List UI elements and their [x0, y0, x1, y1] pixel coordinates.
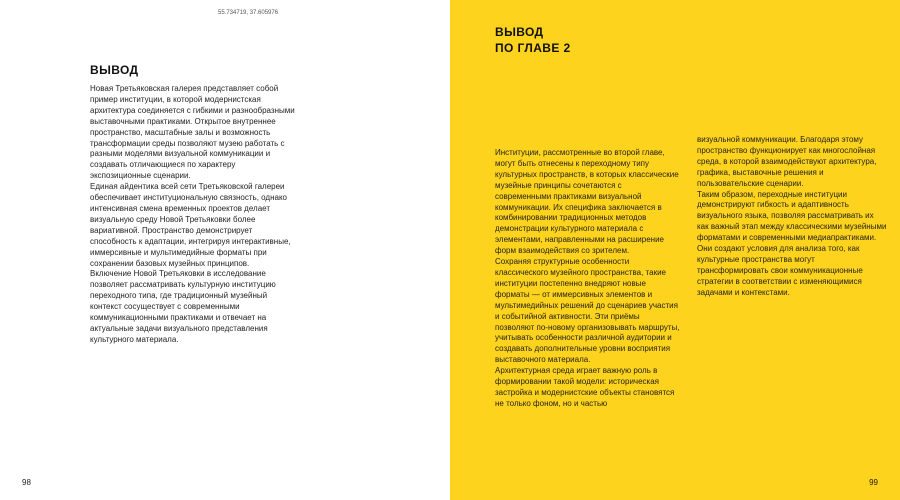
coordinates-label: 55.734719, 37.605976: [218, 10, 279, 16]
paragraph: Сохраняя структурные особенности классического музейного пространства, такие институции постепенно внедряют новые форматы — от иммерсивных элементов и мультимедийных решений до сценариев участия и событийной активности. Эти приёмы позволяют по-новому организовывать маршруты, учитывать особенности различной аудитории и создавать дополнительные уровни восприятия выставочного материала.: [495, 257, 680, 365]
paragraph: визуальной коммуникации. Благодаря этому пространство функционирует как многослойная среда, в которой взаимодействуют архитектура, графика, выставочные решения и пользовательские сценарии.: [697, 135, 877, 188]
right-column-1: [495, 148, 680, 410]
paragraph: Новая Третьяковская галерея представляет собой пример институции, в которой модернистская архитектура соединяется с гибкими и разнообразными выставочными практиками. Открытое внутреннее пространство, масштабные залы и возможность трансформации среды позволяют музею работать с разными моделями визуальной коммуникации и создавать отличающиеся по характеру экспозиционные сценарии.: [90, 84, 295, 181]
right-column-2: [697, 135, 887, 299]
paragraph: Архитектурная среда играет важную роль в формировании такой модели: историческая застройка и модернистские объекты становятся не только фоном, но и частью: [495, 366, 675, 408]
section-heading: ВЫВОД: [90, 63, 139, 77]
heading-line-1: ВЫВОД: [495, 25, 544, 39]
paragraph: Институции, рассмотренные во второй главе, могут быть отнесены к переходному типу культурных пространств, в которых классические музейные принципы сочетаются с современными практиками визуальной коммуникации. Их специфика заключается в комбинировании традиционных методов демонстрации культурного материала с элементами, направленными на расширение форм взаимодействия со зрителем.: [495, 148, 679, 256]
left-body-text: [90, 84, 295, 346]
page-number-right: 99: [869, 478, 878, 487]
paragraph: Единая айдентика всей сети Третьяковской галереи обеспечивает институциональную связность, однако интенсивная смена временных проектов делает визуальную среду Новой Третьяковки более вариативной. Пространство демонстрирует способность к адаптации, интегрируя интерактивные, иммерсивные и мультимедийные форматы при сохранении базовых музейных принципов.: [90, 182, 291, 268]
paragraph: Таким образом, переходные институции демонстрируют гибкость и адаптивность визуального языка, позволяя рассматривать их как важный этап между классическими музейными форматами и современными медиапрактиками. Они создают условия для анализа того, как культурные пространства могут трансформировать свои коммуникационные стратегии в соответствии с изменяющимися задачами и контекстами.: [697, 189, 887, 297]
right-page: [450, 0, 900, 500]
paragraph: Включение Новой Третьяковки в исследование позволяет рассматривать культурную институцию переходного типа, где традиционный музейный контекст сосуществует с современными коммуникационными практиками и отвечает на актуальные задачи визуального представления культурного материала.: [90, 269, 276, 344]
chapter-conclusion-heading: [495, 24, 571, 56]
heading-line-2: ПО ГЛАВЕ 2: [495, 41, 571, 55]
page-number-left: 98: [22, 478, 31, 487]
